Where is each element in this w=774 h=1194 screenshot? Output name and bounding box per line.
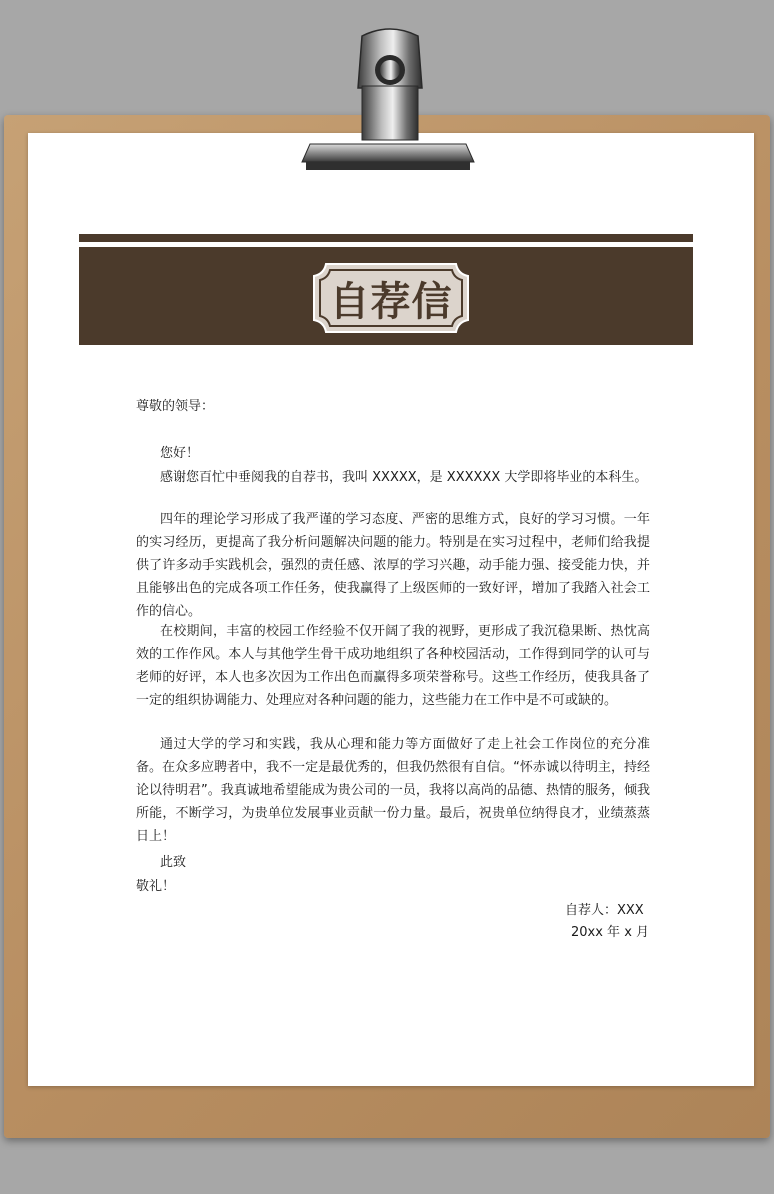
paragraph-3: 通过大学的学习和实践，我从心理和能力等方面做好了走上社会工作岗位的充分准备。在众多应聘者中，我不一定是最优秀的，但我仍然很有自信。“怀赤诚以待明主，持经论以待明君”。我真诚地希望能成为贵公司的一员，我将以高尚的品德、热情的服务，倾我所能，不断学习，为贵单位发展事业贡献一份力量。最后，祝贵单位纳得良才，业绩蒸蒸日上！ — [136, 737, 650, 844]
paragraph-2: 在校期间，丰富的校园工作经验不仅开阔了我的视野，更形成了我沉稳果断、热忱高效的工作作风。本人与其他学生骨干成功地组织了各种校园活动，工作得到同学的认可与老师的好评，本人也多次因为工作出色而赢得多项荣誉称号。这些工作经历，使我具备了一定的组织协调能力、处理应对各种问题的能力，这些能力在工作中是不可或缺的。 — [136, 624, 650, 708]
letter-date: 20xx 年 x 月 — [571, 925, 650, 940]
closing-line-1: 此致 — [160, 855, 187, 870]
paragraph-1: 四年的理论学习形成了我严谨的学习态度、严密的思维方式，良好的学习习惯。一年的实习经历，更提高了我分析问题解决问题的能力。特别是在实习过程中，老师们给我提供了许多动手实践机会，强烈的责任感、浓厚的学习兴趣，动手能力强、接受能力快，并且能够出色的完成各项工作任务，使我赢得了上级医师的一致好评，增加了我踏入社会工作的信心。 — [136, 512, 650, 619]
salutation: 尊敬的领导： — [136, 399, 215, 414]
greeting: 您好！ — [160, 446, 200, 461]
closing-line-2: 敬礼！ — [136, 879, 176, 894]
intro-line: 感谢您百忙中垂阅我的自荐书，我叫 XXXXX，是 XXXXXX 大学即将毕业的本科生。 — [160, 470, 648, 485]
binder-clip-icon — [300, 26, 476, 176]
page-title: 自荐信 — [329, 278, 453, 325]
signer: 自荐人：XXX — [565, 903, 644, 918]
header-top-rule — [79, 234, 693, 242]
